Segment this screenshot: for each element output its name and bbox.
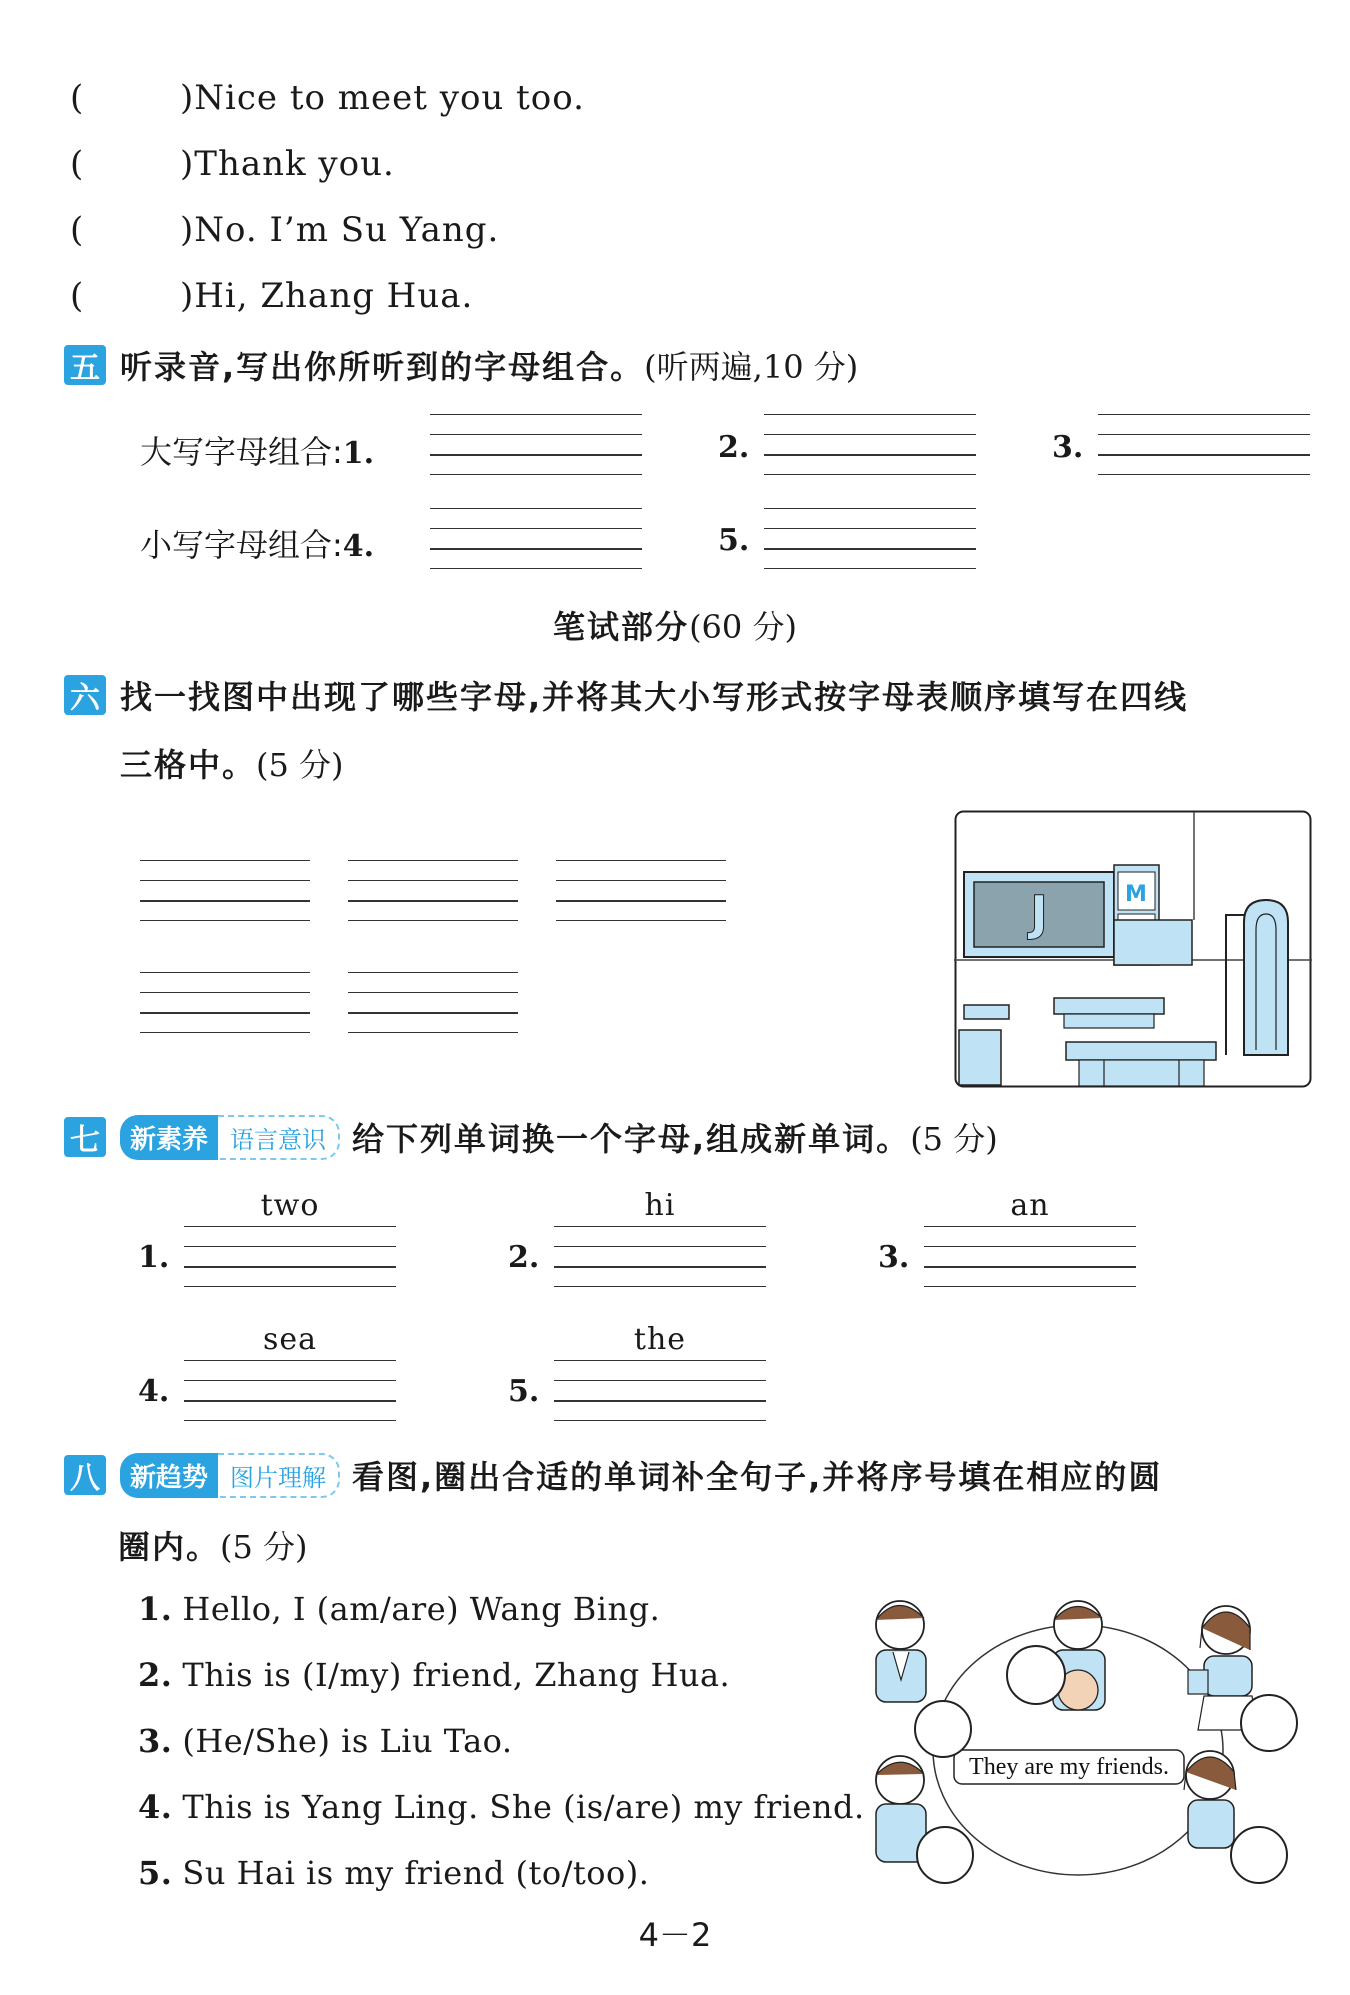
choice-line-1: ( )Nice to meet you too. (70, 78, 585, 118)
section-tag: 新素养 语言意识 (120, 1115, 340, 1160)
writing-lines-6b[interactable] (348, 860, 518, 922)
section-6-instruction-cont: 三格中。(5 分) (120, 746, 344, 784)
section-number: 八 (64, 1455, 106, 1495)
picture-caption: They are my friends. (969, 1754, 1169, 1780)
answer-circle-right-top[interactable] (1240, 1694, 1298, 1752)
writing-lines-6a[interactable] (140, 860, 310, 922)
given-word: hi (644, 1188, 676, 1223)
writing-lines-6e[interactable] (348, 972, 518, 1034)
item-number: 4. (138, 1374, 170, 1409)
sentence-5: 5. Su Hai is my friend (to/too). (138, 1854, 650, 1892)
section-6-header (64, 672, 1188, 718)
section-instruction: 看图,圈出合适的单词补全句子,并将序号填在相应的圆 (352, 1458, 1163, 1496)
item-number: 5. (508, 1374, 540, 1409)
item-number: 2. (508, 1240, 540, 1275)
given-word: the (633, 1322, 687, 1357)
sentence-3: 3. (He/She) is Liu Tao. (138, 1722, 513, 1760)
item-number: 2. (718, 430, 750, 465)
writing-lines-5[interactable] (764, 508, 976, 570)
section-8-instruction-cont: 圈内。(5 分) (118, 1528, 308, 1566)
sentence-1: 1. Hello, I (am/are) Wang Bing. (138, 1590, 661, 1628)
section-instruction: 给下列单词换一个字母,组成新单词。 (352, 1120, 911, 1158)
written-part-title: 笔试部分(60 分) (553, 608, 797, 646)
section-tag: 新趋势 图片理解 (120, 1453, 340, 1498)
classroom-illustration (954, 810, 1312, 1088)
given-word: sea (262, 1322, 318, 1357)
answer-paren[interactable]: ( (70, 78, 85, 118)
writing-lines-7-3[interactable] (924, 1226, 1136, 1288)
choice-line-3: ( )No. I’m Su Yang. (70, 210, 500, 250)
item-number: 1. (138, 1240, 170, 1275)
writing-lines-7-5[interactable] (554, 1360, 766, 1422)
writing-lines-3[interactable] (1098, 414, 1310, 476)
sentence-4: 4. This is Yang Ling. She (is/are) my friend. (138, 1788, 865, 1826)
answer-circle-left-bottom[interactable] (916, 1826, 974, 1884)
sentence-2: 2. This is (I/my) friend, Zhang Hua. (138, 1656, 731, 1694)
section-8-header (64, 1452, 1162, 1498)
writing-lines-7-1[interactable] (184, 1226, 396, 1288)
given-word: two (260, 1188, 320, 1223)
section-instruction: 找一找图中出现了哪些字母,并将其大小写形式按字母表顺序填写在四线 (120, 678, 1189, 716)
section-number: 五 (64, 345, 106, 385)
lowercase-label: 小写字母组合:4. (140, 526, 375, 564)
board-letter: J (1030, 886, 1048, 942)
section-number: 六 (64, 675, 106, 715)
item-number: 3. (878, 1240, 910, 1275)
answer-circle-center[interactable] (1006, 1645, 1066, 1705)
section-7-header (64, 1114, 998, 1160)
writing-lines-7-2[interactable] (554, 1226, 766, 1288)
writing-lines-4[interactable] (430, 508, 642, 570)
section-instruction: 听录音,写出你所听到的字母组合。 (120, 348, 645, 386)
answer-paren[interactable]: ( (70, 144, 85, 184)
choice-line-2: ( )Thank you. (70, 144, 395, 184)
section-number: 七 (64, 1117, 106, 1157)
writing-lines-6c[interactable] (556, 860, 726, 922)
section-5-header (64, 342, 858, 388)
writing-lines-2[interactable] (764, 414, 976, 476)
item-number: 5. (718, 523, 750, 558)
answer-paren[interactable]: ( (70, 276, 85, 316)
answer-paren[interactable]: ( (70, 210, 85, 250)
choice-line-4: ( )Hi, Zhang Hua. (70, 276, 474, 316)
section-score: (5 分) (910, 1120, 998, 1158)
answer-circle-left-top[interactable] (914, 1700, 972, 1758)
writing-lines-1[interactable] (430, 414, 642, 476)
svg-text:M: M (1125, 882, 1147, 907)
answer-circle-right-bottom[interactable] (1230, 1826, 1288, 1884)
page-number: 4－2 (638, 1916, 712, 1954)
uppercase-label: 大写字母组合:1. (140, 433, 375, 471)
writing-lines-7-4[interactable] (184, 1360, 396, 1422)
writing-lines-6d[interactable] (140, 972, 310, 1034)
given-word: an (1010, 1188, 1050, 1223)
item-number: 3. (1052, 430, 1084, 465)
section-score: (听两遍,10 分) (644, 348, 859, 386)
